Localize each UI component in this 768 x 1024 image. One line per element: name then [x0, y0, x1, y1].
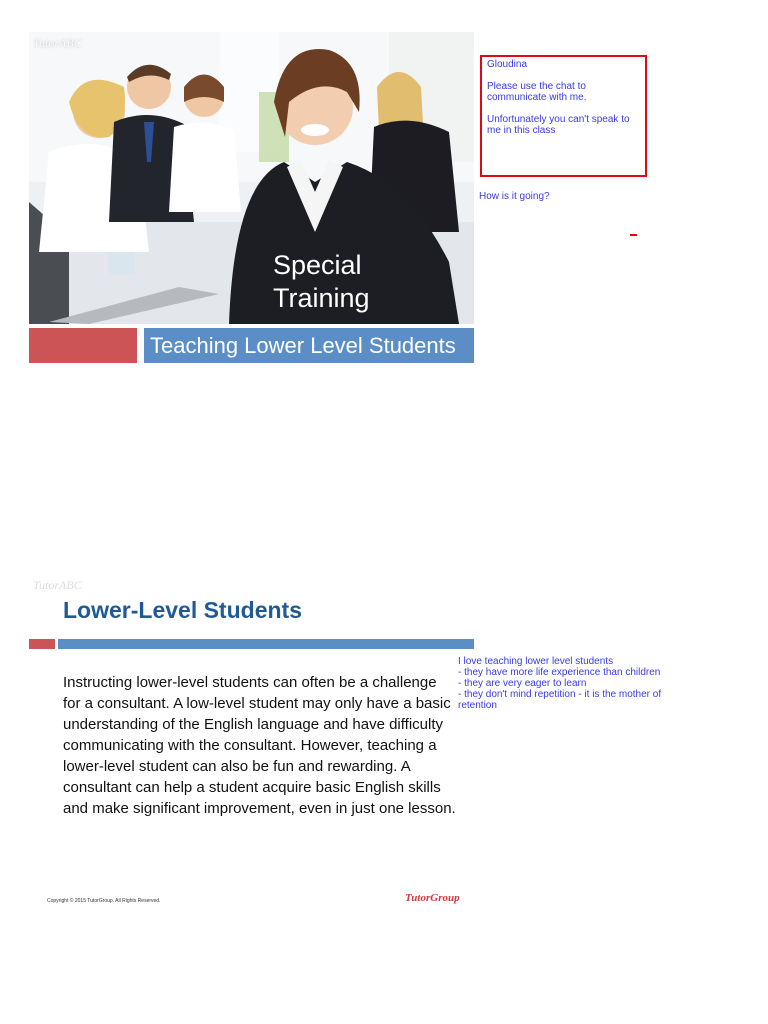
chat-note-line1: Please use the chat to communicate with me.	[487, 81, 587, 103]
side-notes-item: retention	[458, 700, 497, 711]
chat-note-box	[480, 55, 647, 177]
slide1-title	[273, 249, 453, 315]
slide2-title: Lower-Level Students	[63, 597, 302, 623]
slide2-accent-red-bar	[29, 639, 55, 649]
red-dash-mark	[630, 234, 637, 236]
slide1-accent-red-bar	[29, 328, 137, 363]
slide1-subtitle-bar	[144, 328, 474, 363]
brand-watermark: TutorABC	[33, 36, 82, 50]
side-notes-item: - they are very eager to learn	[458, 678, 587, 689]
side-notes-heading: I love teaching lower level students	[458, 656, 614, 667]
brand-watermark-2: TutorABC	[33, 578, 82, 592]
slide1-photo	[29, 32, 474, 324]
tutorgroup-logo: TutorGroup	[405, 892, 460, 904]
chat-note-question: How is it going?	[479, 191, 550, 202]
slide1-title-line1: Special	[273, 250, 362, 280]
slide2-accent-blue-bar	[58, 639, 474, 649]
chat-note-line2: Unfortunately you can't speak to me in this class	[487, 114, 630, 136]
side-notes-item: - they don't mind repetition - it is the mother of	[458, 689, 662, 700]
slide2-body-text: Instructing lower-level students can often be a challenge for a consultant. A low-level student may only have a basic understanding of the English language and have difficulty communicating with the consultant. However, teaching a lower-level student can also be fun and rewarding. A consultant can help a student acquire basic English skills and make significant improvement, even in just one lesson.	[63, 674, 456, 817]
chat-note-name: Gloudina	[487, 59, 528, 70]
slide1-title-line2: Training	[273, 283, 370, 313]
side-notes	[458, 656, 678, 711]
slide1-subtitle: Teaching Lower Level Students	[150, 333, 456, 358]
copyright-text: Copyright © 2015 TutorGroup. All Rights Reserved.	[47, 898, 161, 904]
side-notes-item: - they have more life experience than children	[458, 667, 661, 678]
